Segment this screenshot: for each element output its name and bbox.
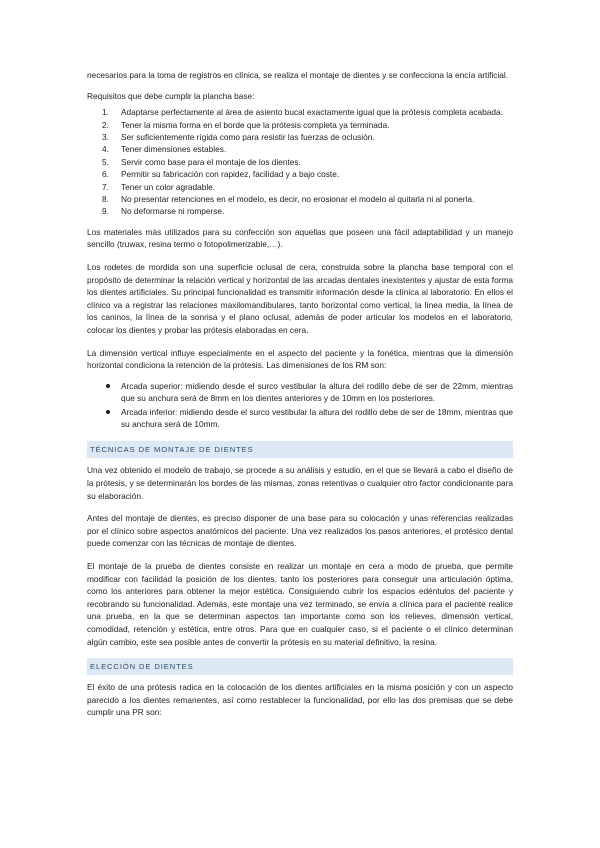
paragraph-intro: necesarios para la toma de registros en clínica, se realiza el montaje de dientes y se confecciona la encía artificial. (87, 70, 509, 80)
paragraph-rodetes: Los rodetes de mordida son una superficie oclusal de cera, construida sobre la plancha base temporal con el propósito de determinar la relación vertical y horizontal de las arcadas dentales inexistentes y ajustar de esta forma los dientes artificiales. Su principal funcionalidad es transmitir información desde la clínica al laboratorio. En ellos el clínico va a registrar las relaciones maxilomandibulares, tanto horizontal como vertical, la línea media, la línea de los caninos, la línea de la sonrisa y el plano oclusal, además de poder articular los modelos en el laboratorio, colocar los dientes y probar las prótesis elaboradas en cera. (87, 262, 513, 335)
bullet-icon (106, 410, 110, 414)
list-item: 6. Permitir su fabricación con rapidez, facilidad y a bajo coste. (102, 169, 340, 180)
requisitos-heading: Requisitos que debe cumplir la plancha base: (87, 90, 255, 101)
document-body (87, 69, 513, 719)
paragraph-dimension: La dimensión vertical influye especialmente en el aspecto del paciente y la fonética, mientras que la dimensión horizontal condiciona la retención de la prótesis. Las dimensiones de los RM son: (87, 347, 513, 371)
list-item: 4. Tener dimensiones estables. (102, 144, 227, 155)
requisitos-list (87, 106, 513, 218)
paragraph-tecnicas-2: Antes del montaje de dientes, es preciso disponer de una base para su colocación y unas referencias realizadas por el clínico sobre aspectos anatómicos del paciente. Una vez realizados los pasos anteriores, el protésico dental puede comenzar con las técnicas de montaje de dientes. (87, 513, 513, 549)
list-item: 1. Adaptarse perfectamente al área de asiento bucal exactamente igual que la prótesis completa acabada. (102, 107, 503, 118)
section-heading-eleccion: ELECCIÓN DE DIENTES (87, 658, 513, 675)
list-item: 2. Tener la misma forma en el borde que la prótesis completa ya terminada. (102, 119, 390, 130)
list-item: 7. Tener un color agradable. (102, 181, 216, 192)
paragraph-eleccion-1: El éxito de una prótesis radica en la colocación de los dientes artificiales en la misma posición y con un aspecto parecido a los dientes remanentes, así como restablecer la funcionalidad, por ello las dos premisas que se debe cumplir una PR son: (87, 682, 513, 718)
list-item: Arcada inferior: midiendo desde el surco vestibular la altura del rodillo debe de ser de 18mm, mientras que su anchura será de 10mm. (87, 406, 513, 431)
list-item: Arcada superior: midiendo desde el surco vestibular la altura del rodillo debe de ser de 22mm, mientras que su anchura será de 8mm en los dientes anteriores y de 10mm en los posteriores. (87, 380, 513, 405)
list-item: 9. No deformarse ni romperse. (102, 206, 225, 217)
paragraph-tecnicas-1: Una vez obtenido el modelo de trabajo, se procede a su análisis y estudio, en el que se llevará a cabo el diseño de la prótesis, y se determinarán los bordes de las mismas, zonas retentivas o cualquier otro factor condicionante para su elaboración. (87, 465, 513, 501)
list-item: 8. No presentar retenciones en el modelo, es decir, no erosionar el modelo al quitarla ni al ponerla. (102, 194, 475, 205)
list-item: 3. Ser suficientemente rígida como para resistir las fuerzas de oclusión. (102, 132, 375, 142)
list-item: 5. Servir como base para el montaje de los dientes. (102, 156, 301, 167)
bullet-icon (106, 384, 110, 388)
paragraph-tecnicas-3: El montaje de la prueba de dientes consiste en realizar un montaje en cera a modo de prueba, que permite modificar con facilidad la posición de los dientes, tanto los posteriores para conseguir una articulación óptima, como los anteriores para obtener la mejor estética. Consiguiendo cubrir los espacios edéntulos del paciente y recobrando su funcionalidad. Además, este montaje una vez terminado, se envía a clínica para el paciente realice una prueba, en la que se determinan aspectos tan importante como son los relieves, dimensión vertical, comodidad, retención y estética, entre otros. Para que en cualquier caso, si el paciente o el clínico determinan algún cambio, este sea posible antes de convertir la prótesis en su material definitivo, la resina. (87, 560, 513, 647)
paragraph-materiales: Los materiales más utilizados para su confección son aquellas que poseen una fácil adaptabilidad y un manejo sencillo (truwax, resina termo o fotopolimerizable,…). (87, 226, 513, 250)
arcadas-list (87, 380, 513, 431)
section-heading-tecnicas: TÉCNICAS DE MONTAJE DE DIENTES (87, 441, 513, 458)
